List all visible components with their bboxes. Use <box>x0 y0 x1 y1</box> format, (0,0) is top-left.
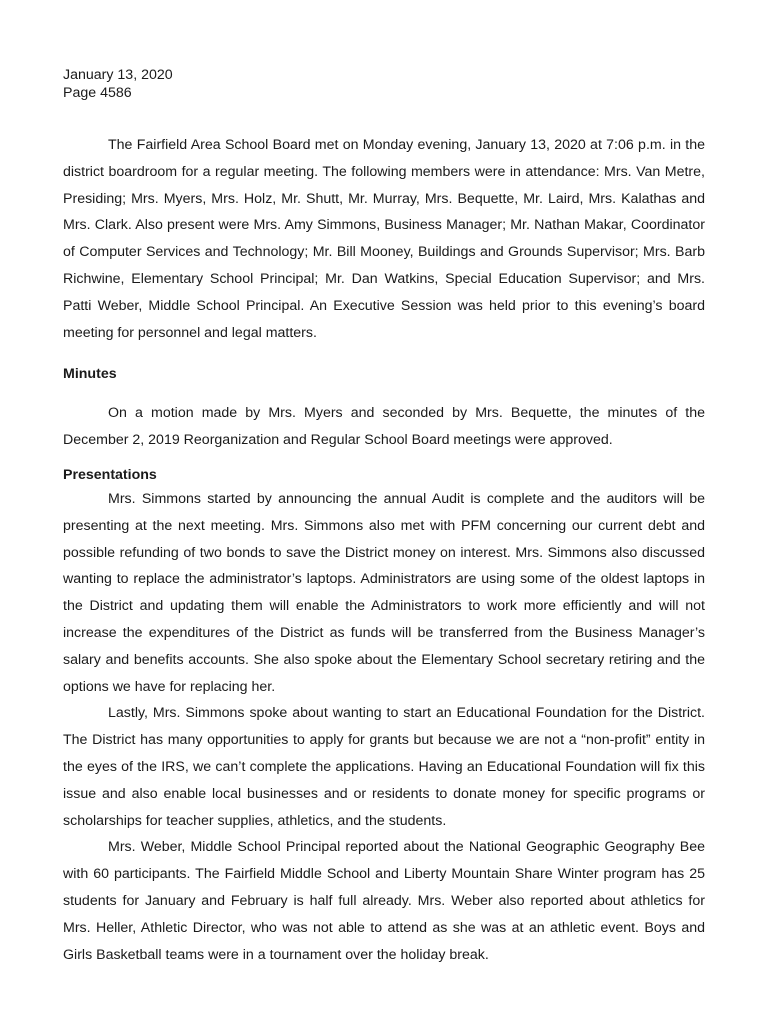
minutes-heading: Minutes <box>63 366 117 383</box>
document-page <box>63 66 705 968</box>
intro-paragraph: The Fairfield Area School Board met on Monday evening, January 13, 2020 at 7:06 p.m. in the district boardroom for a regular meeting. The following members were in attendance: Mrs. Van Metre, Presiding; Mrs. Myers, Mrs. Holz, Mr. Shutt, Mr. Murray, Mrs. Bequette, Mr. Laird, Mrs. Kalathas and Mrs. Clark. Also present were Mrs. Amy Simmons, Business Manager; Mr. Nathan Makar, Coordinator of Computer Services and Technology; Mr. Bill Mooney, Buildings and Grounds Supervisor; Mrs. Barb Richwine, Elementary School Principal; Mr. Dan Watkins, Special Education Supervisor; and Mrs. Patti Weber, Middle School Principal. An Executive Session was held prior to this evening’s board meeting for personnel and legal matters. <box>63 137 705 341</box>
presentations-heading: Presentations <box>63 466 157 483</box>
meeting-date: January 13, 2020 <box>63 67 173 83</box>
presentations-paragraph-audit: Mrs. Simmons started by announcing the annual Audit is complete and the auditors will be presenting at the next meeting. Mrs. Simmons also met with PFM concerning our current debt and possible refunding of two bonds to save the District money on interest. Mrs. Simmons also discussed wanting to replace the administrator’s laptops. Administrators are using some of the oldest laptops in the District and updating them will enable the Administrators to work more efficiently and will not increase the expenditures of the District as funds will be transferred from the Business Manager’s salary and benefits accounts. She also spoke about the Elementary School secretary retiring and the options we have for replacing her. <box>63 490 705 695</box>
page-number: Page 4586 <box>63 85 132 101</box>
presentations-paragraph-foundation: Lastly, Mrs. Simmons spoke about wanting to start an Educational Foundation for the District. The District has many opportunities to apply for grants but because we are not a “non-profit” entity in the eyes of the IRS, we can’t complete the applications. Having an Educational Foundation will fix this issue and also enable local businesses and or residents to donate money for specific programs or scholarships for teacher supplies, athletics, and the students. <box>63 705 705 829</box>
minutes-paragraph: On a motion made by Mrs. Myers and seconded by Mrs. Bequette, the minutes of the December 2, 2019 Reorganization and Regular School Board meetings were approved. <box>63 405 705 449</box>
presentations-paragraph-middle-school: Mrs. Weber, Middle School Principal reported about the National Geographic Geography Bee with 60 participants. The Fairfield Middle School and Liberty Mountain Share Winter program has 25 students for January and February is half full already. Mrs. Weber also reported about athletics for Mrs. Heller, Athletic Director, who was not able to attend as she was at an athletic event. Boys and Girls Basketball teams were in a tournament over the holiday break. <box>63 839 705 963</box>
